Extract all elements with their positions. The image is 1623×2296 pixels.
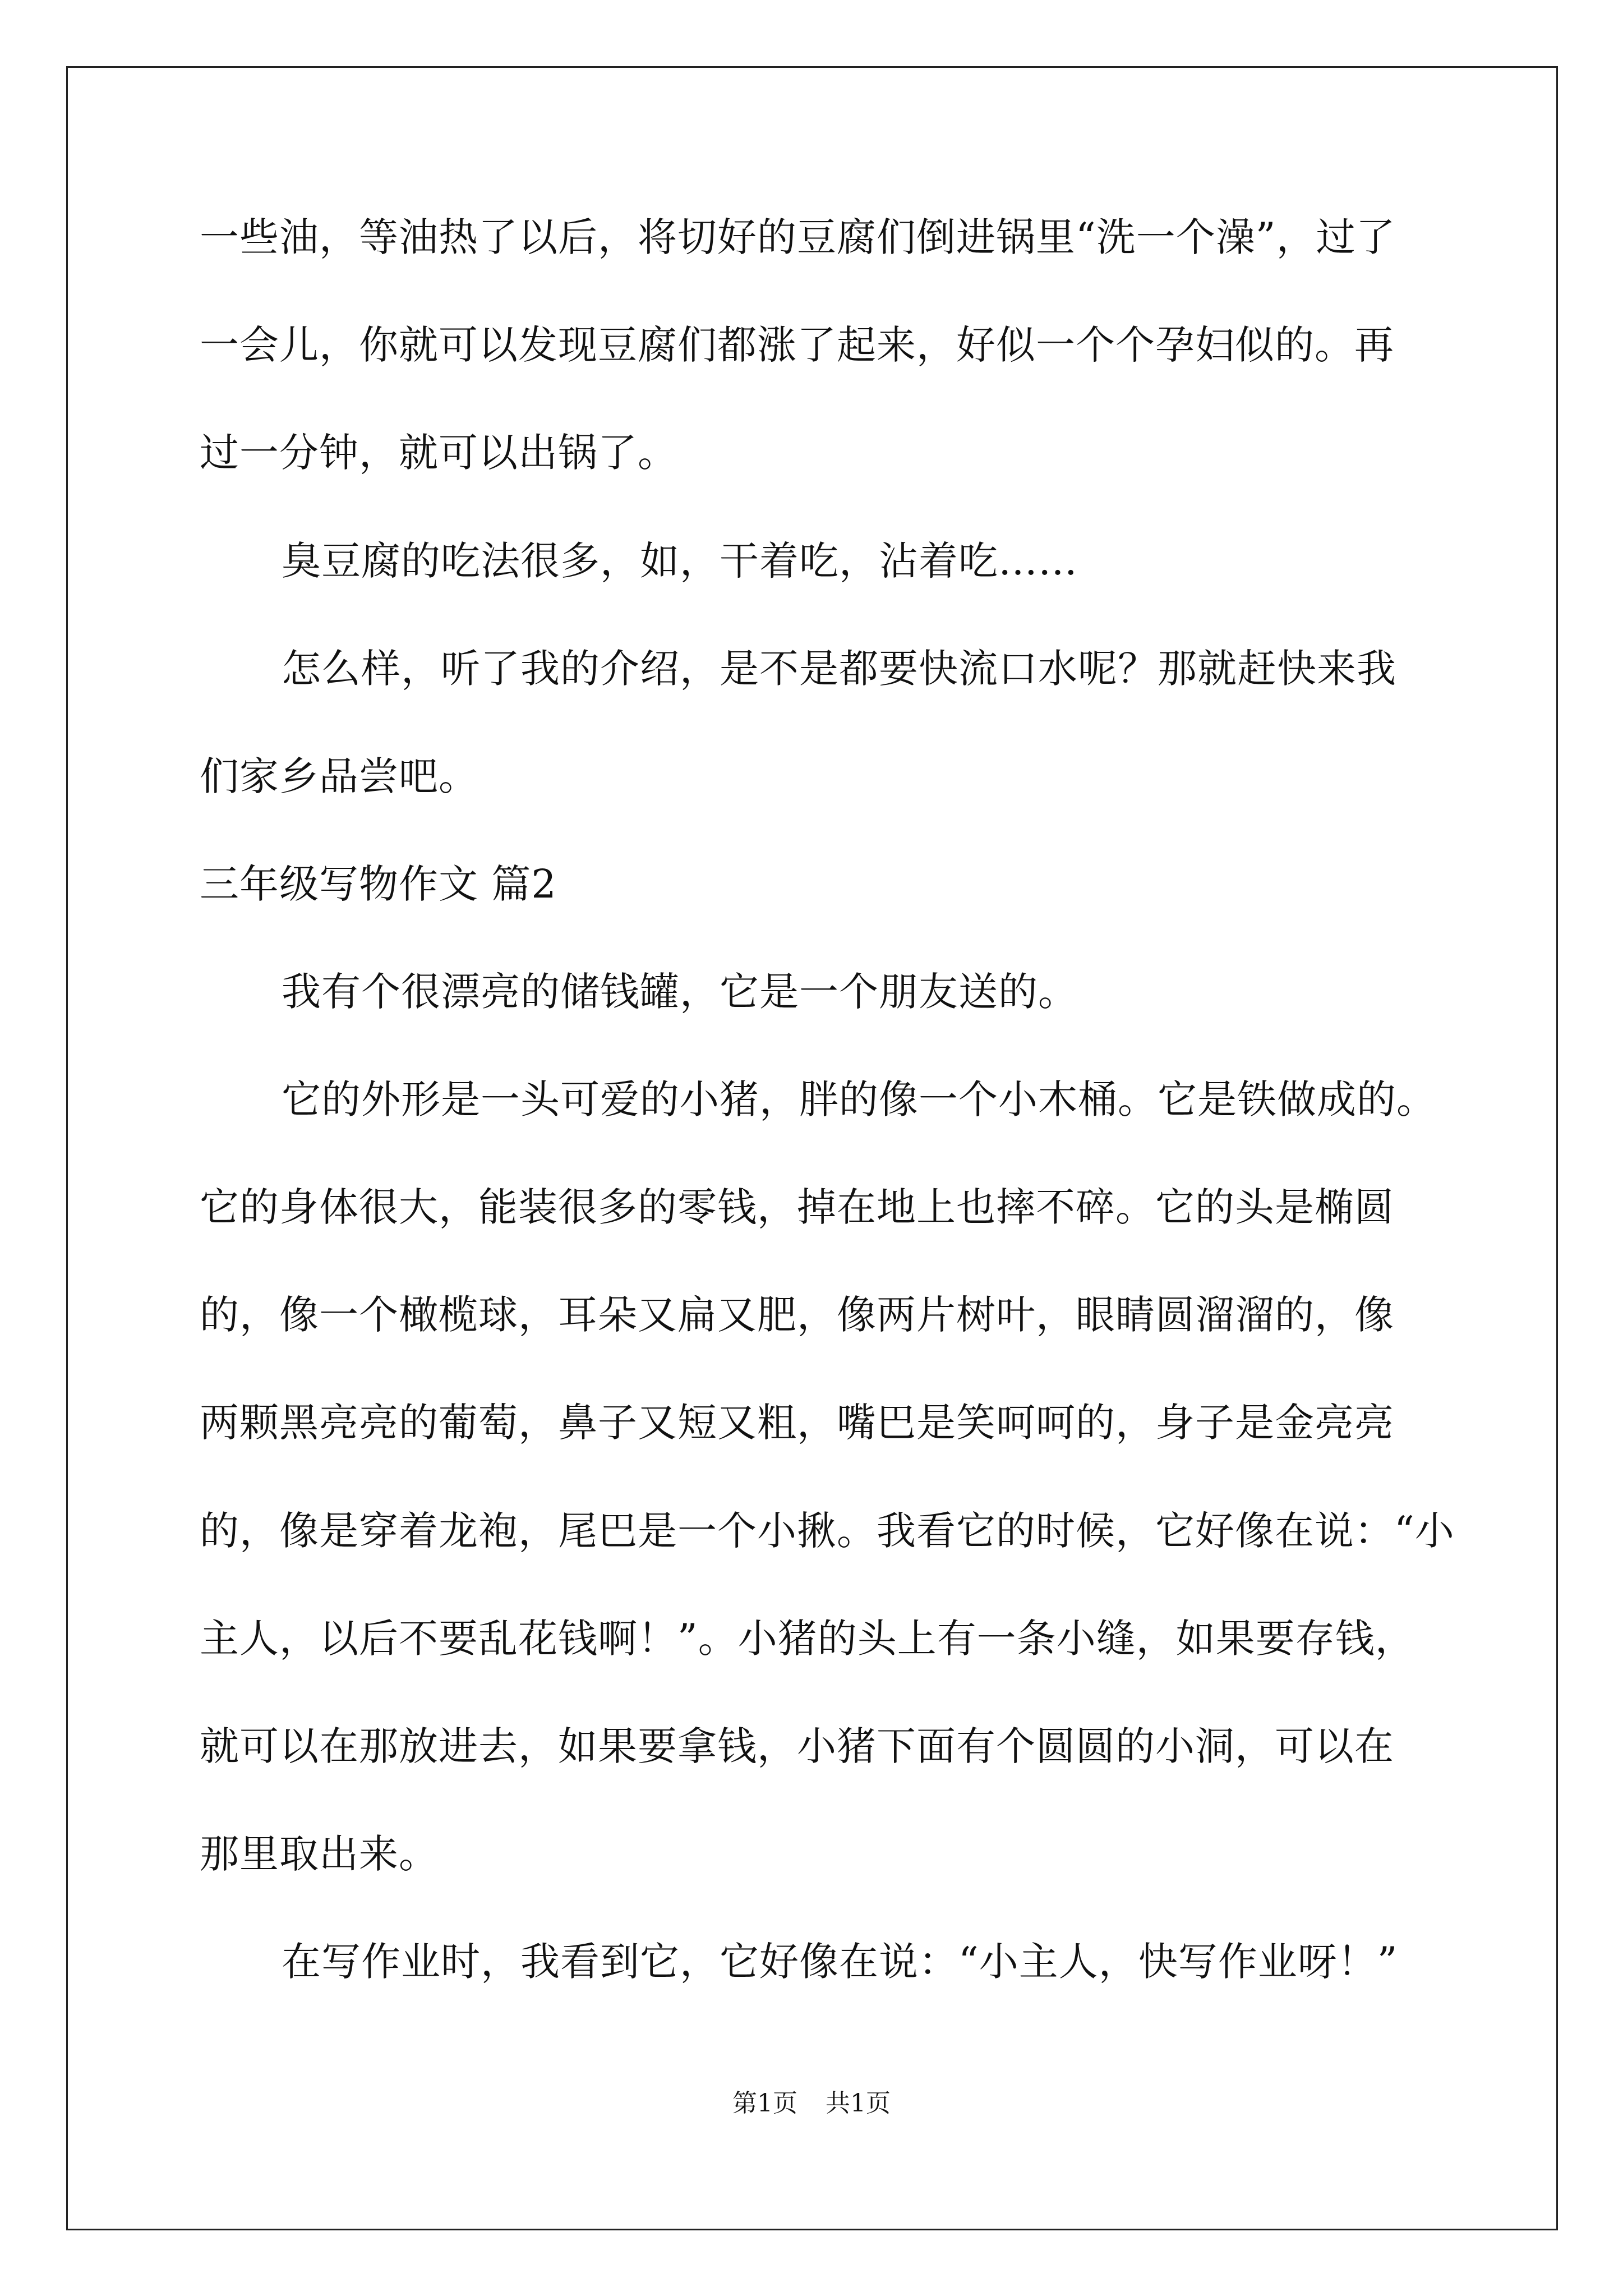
page-number: 第1页 xyxy=(732,2089,797,2118)
paragraph-line: 的，像一个橄榄球，耳朵又扁又肥，像两片树叶，眼睛圆溜溜的，像 xyxy=(200,1292,1394,1338)
page-footer xyxy=(0,2088,1623,2119)
paragraph-line: 在写作业时，我看到它，它好像在说：“小主人，快写作业呀！” xyxy=(282,1939,1398,1985)
paragraph-line: 一些油，等油热了以后，将切好的豆腐们倒进锅里“洗一个澡”，过了 xyxy=(200,214,1396,260)
paragraph-line: 我有个很漂亮的储钱罐，它是一个朋友送的。 xyxy=(282,969,1078,1015)
paragraph-line: 臭豆腐的吃法很多，如，干着吃，沾着吃…… xyxy=(282,538,1078,584)
paragraph-line: 它的外形是一头可爱的小猪，胖的像一个小木桶。它是铁做成的。 xyxy=(282,1076,1436,1122)
paragraph-line: 它的身体很大，能装很多的零钱，掉在地上也摔不碎。它的头是椭圆 xyxy=(200,1184,1394,1230)
paragraph-line: 一会儿，你就可以发现豆腐们都涨了起来，好似一个个孕妇似的。再 xyxy=(200,322,1394,368)
paragraph-line: 就可以在那放进去，如果要拿钱，小猪下面有个圆圆的小洞，可以在 xyxy=(200,1723,1394,1769)
paragraph-line: 过一分钟，就可以出锅了。 xyxy=(200,430,677,476)
page-total: 共1页 xyxy=(826,2089,891,2118)
paragraph-line: 们家乡品尝吧。 xyxy=(200,753,478,799)
paragraph-line: 怎么样，听了我的介绍，是不是都要快流口水呢？那就赶快来我 xyxy=(282,646,1396,692)
section-heading: 三年级写物作文 篇2 xyxy=(200,861,557,907)
paragraph-line: 主人，以后不要乱花钱啊！”。小猪的头上有一条小缝，如果要存钱， xyxy=(200,1616,1415,1662)
paragraph-line: 两颗黑亮亮的葡萄，鼻子又短又粗，嘴巴是笑呵呵的，身子是金亮亮 xyxy=(200,1400,1394,1446)
page-border xyxy=(66,66,1558,2230)
paragraph-line: 的，像是穿着龙袍，尾巴是一个小揪。我看它的时候，它好像在说：“小 xyxy=(200,1508,1455,1554)
paragraph-line: 那里取出来。 xyxy=(200,1831,439,1877)
